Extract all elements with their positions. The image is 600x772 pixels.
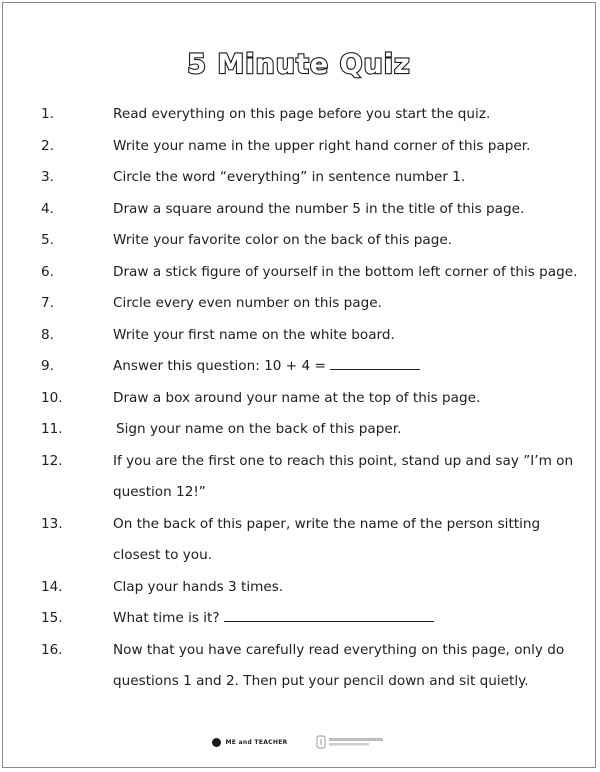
item-text bbox=[113, 225, 595, 257]
item-text-line: Clap your hands 3 times. bbox=[113, 578, 284, 595]
item-number: 6. bbox=[41, 263, 54, 280]
item-text bbox=[113, 131, 595, 163]
item-text-line: questions 1 and 2. Then put your pencil down and sit quietly. bbox=[113, 673, 529, 689]
item-text bbox=[113, 509, 595, 572]
publisher-logo bbox=[212, 738, 287, 747]
item-text bbox=[113, 351, 595, 383]
list-item bbox=[3, 225, 595, 257]
item-text bbox=[113, 446, 600, 509]
item-text bbox=[113, 635, 600, 698]
item-number: 15. bbox=[41, 610, 63, 626]
item-text-line: Circle the word “everything” in sentence number 1. bbox=[113, 169, 466, 185]
item-number: 7. bbox=[41, 295, 54, 311]
quiz-page bbox=[2, 2, 596, 768]
item-number: 14. bbox=[41, 578, 63, 595]
item-text-line: Write your first name on the white board. bbox=[113, 326, 395, 343]
item-text bbox=[113, 572, 595, 604]
page-title: 5 Minute Quiz bbox=[187, 49, 411, 80]
list-item bbox=[3, 635, 595, 698]
item-text-line bbox=[113, 351, 547, 383]
item-number: 16. bbox=[41, 641, 63, 658]
item-text-line: Draw a box around your name at the top of this page. bbox=[113, 389, 481, 406]
item-text-segment: Answer this question: 10 + 4 = bbox=[113, 358, 326, 374]
item-text bbox=[113, 257, 600, 289]
item-number: 12. bbox=[41, 452, 63, 469]
item-number: 1. bbox=[41, 106, 54, 122]
list-item bbox=[3, 288, 595, 320]
list-item bbox=[3, 162, 595, 194]
list-item bbox=[3, 99, 595, 131]
item-number: 2. bbox=[41, 137, 54, 154]
item-text bbox=[113, 320, 595, 352]
list-item bbox=[3, 131, 595, 163]
brand-logo-icon bbox=[316, 733, 386, 751]
question-list bbox=[3, 99, 595, 698]
item-text-segment: What time is it? bbox=[113, 610, 220, 626]
item-number: 10. bbox=[41, 389, 63, 406]
list-item bbox=[3, 509, 595, 572]
item-text bbox=[113, 194, 595, 226]
item-text bbox=[113, 383, 595, 415]
item-text-line: Write your favorite color on the back of this page. bbox=[113, 232, 453, 248]
list-item bbox=[3, 194, 595, 226]
item-text bbox=[113, 99, 595, 131]
item-text bbox=[113, 603, 595, 635]
list-item bbox=[3, 320, 595, 352]
item-text-line: closest to you. bbox=[113, 547, 213, 563]
item-number: 4. bbox=[41, 200, 54, 217]
item-text bbox=[113, 288, 595, 320]
publisher-logo-text: ME and TEACHER bbox=[225, 738, 288, 746]
answer-blank bbox=[330, 353, 420, 370]
footer-logos bbox=[3, 733, 595, 751]
item-text-line: Draw a stick figure of yourself in the bottom left corner of this page. bbox=[113, 263, 578, 280]
item-number: 5. bbox=[41, 232, 54, 248]
list-item bbox=[3, 414, 595, 446]
item-number: 3. bbox=[41, 169, 54, 185]
item-number: 8. bbox=[41, 326, 54, 343]
item-number: 9. bbox=[41, 358, 54, 374]
item-text-line: Circle every even number on this page. bbox=[113, 295, 382, 311]
item-text-line: If you are the first one to reach this point, stand up and say ”I’m on bbox=[113, 452, 574, 469]
list-item bbox=[3, 572, 595, 604]
list-item bbox=[3, 351, 595, 383]
item-number: 13. bbox=[41, 515, 63, 532]
item-text bbox=[113, 414, 595, 446]
list-item bbox=[3, 446, 595, 509]
item-text-line: Sign your name on the back of this paper. bbox=[116, 421, 402, 437]
list-item bbox=[3, 257, 595, 289]
item-text-line: Now that you have carefully read everything on this page, only do bbox=[113, 641, 565, 658]
item-text-line: On the back of this paper, write the name of the person sitting bbox=[113, 515, 541, 532]
item-text-line: Write your name in the upper right hand corner of this paper. bbox=[113, 137, 531, 154]
item-number: 11. bbox=[41, 421, 63, 437]
list-item bbox=[3, 603, 595, 635]
list-item bbox=[3, 383, 595, 415]
item-text-line: question 12!” bbox=[113, 484, 206, 500]
item-text-line: Draw a square around the number 5 in the title of this page. bbox=[113, 200, 525, 217]
item-text bbox=[113, 162, 595, 194]
answer-blank bbox=[224, 605, 434, 622]
item-text-line bbox=[113, 603, 547, 635]
publisher-logo-icon bbox=[212, 738, 221, 747]
item-text-line: Read everything on this page before you start the quiz. bbox=[113, 106, 491, 122]
